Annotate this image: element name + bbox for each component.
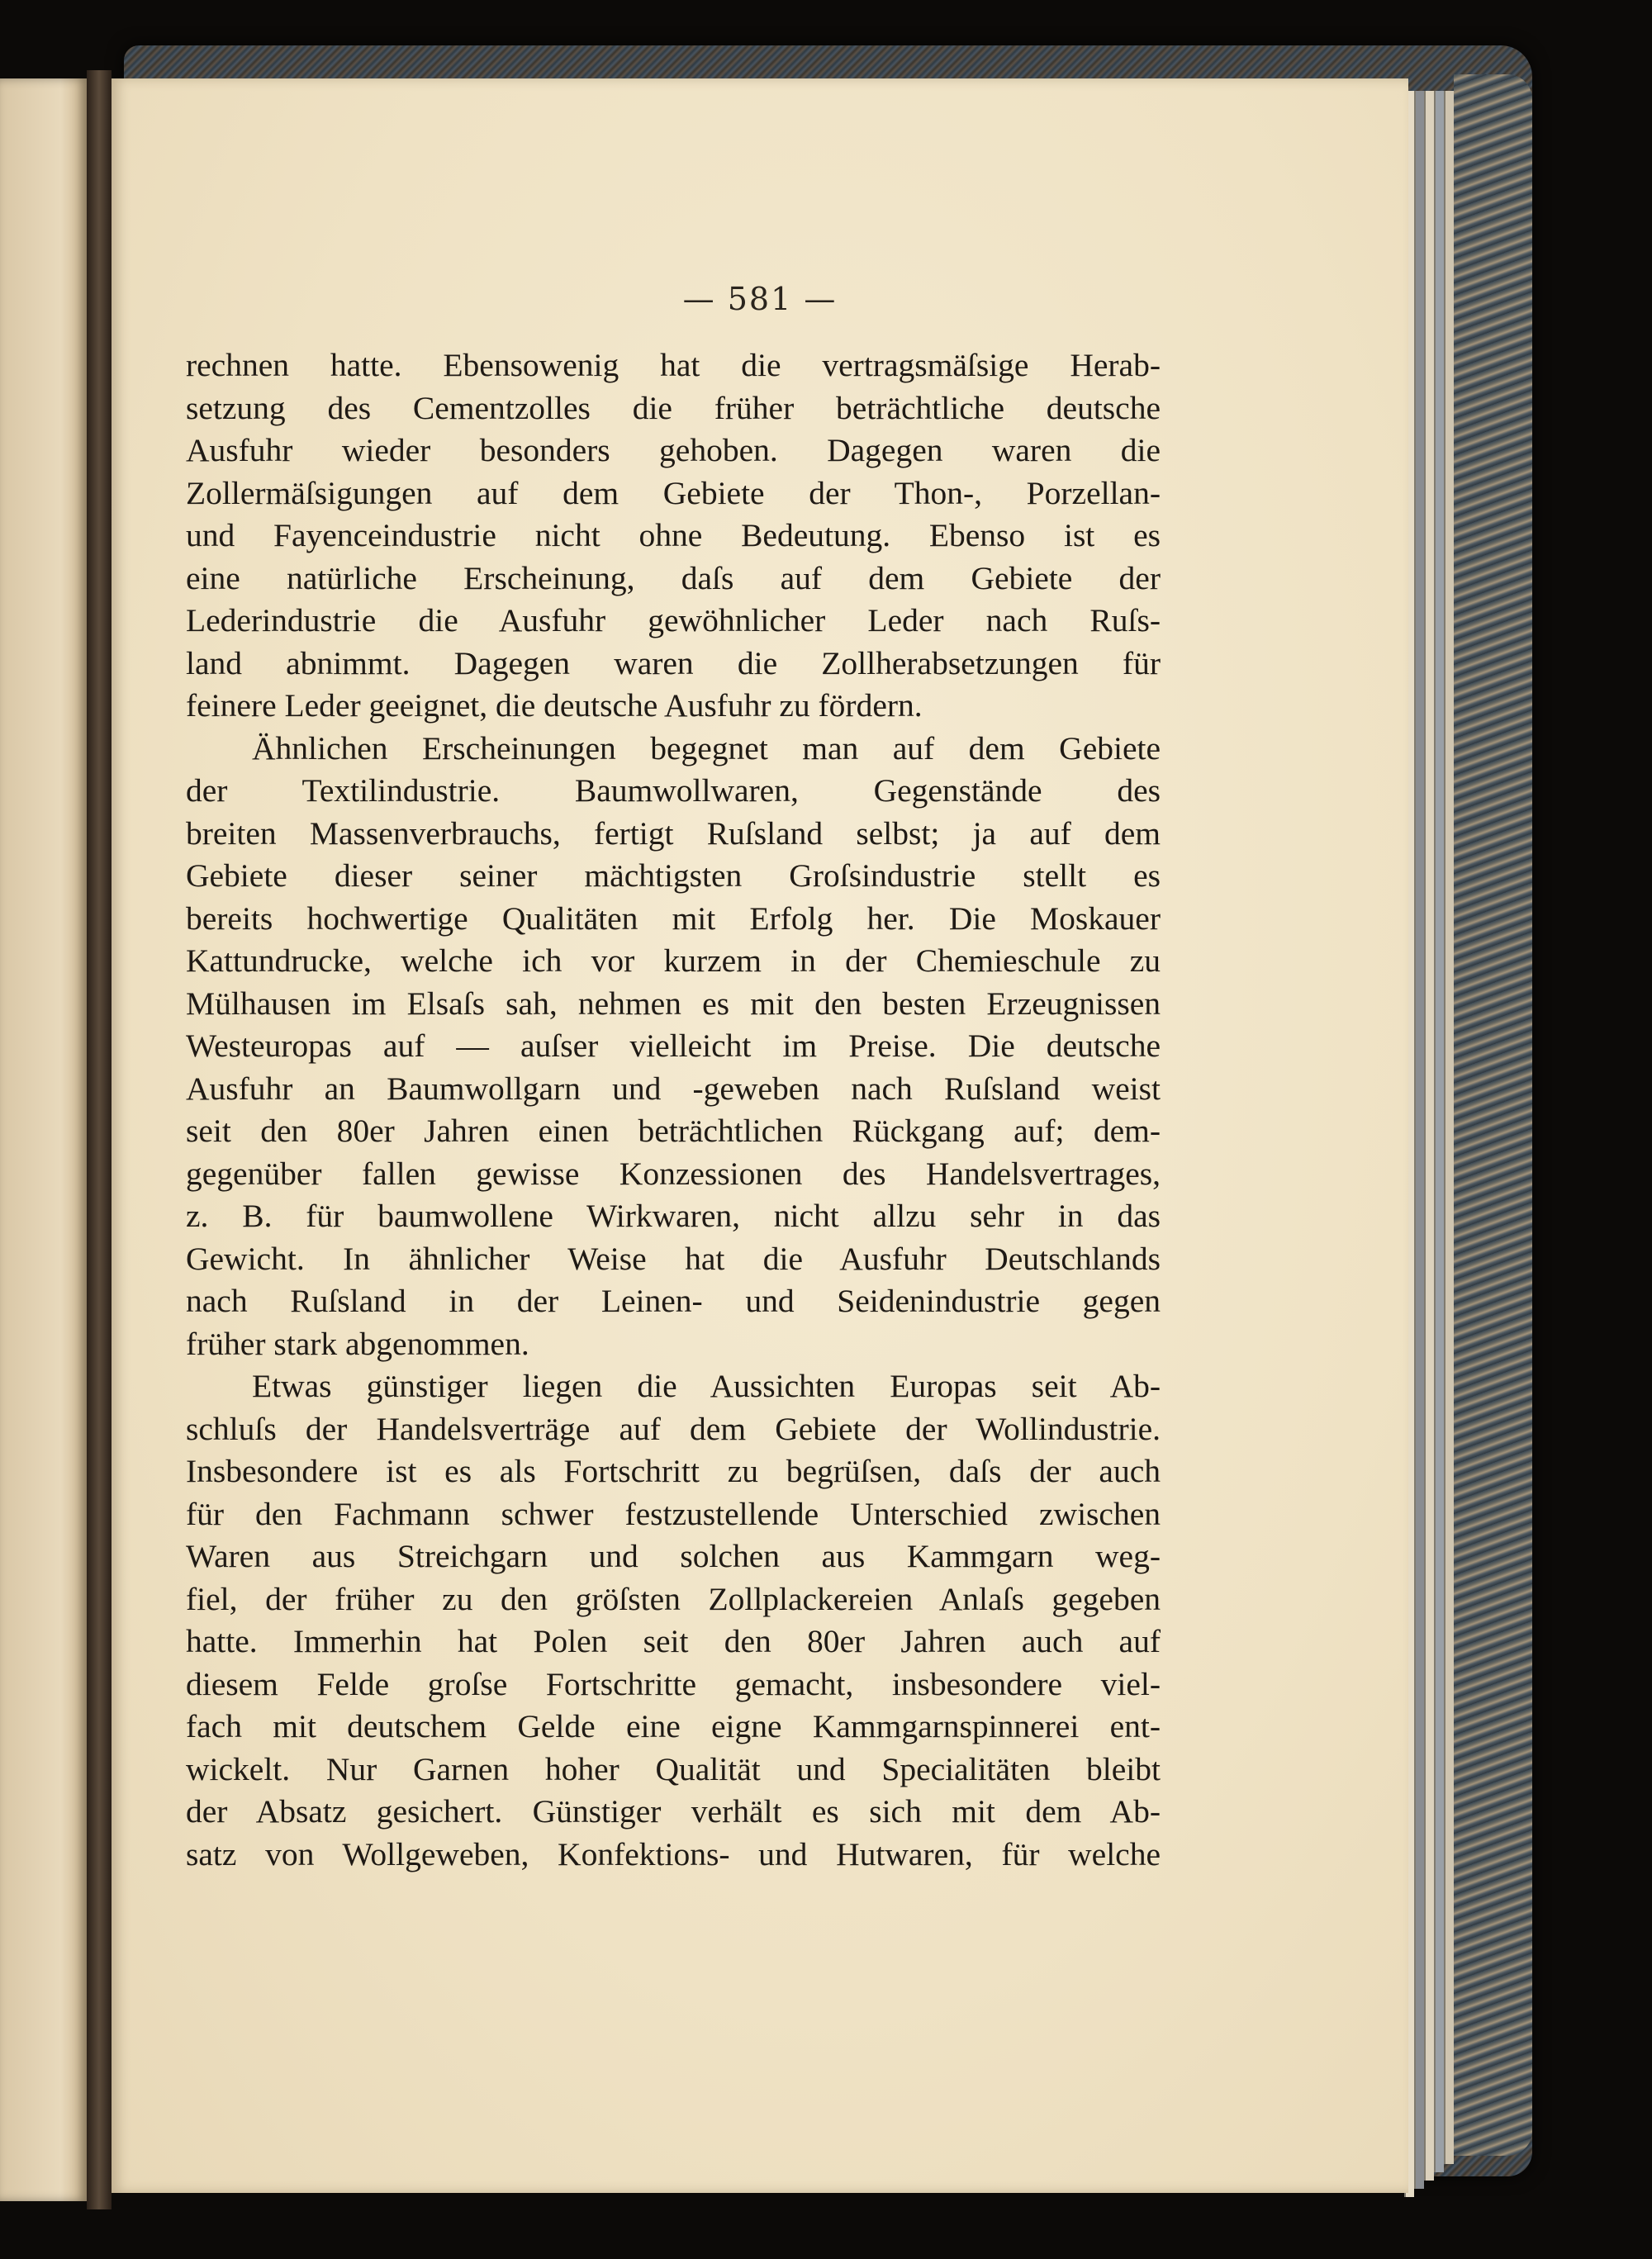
text-line: feinere Leder geeignet, die deutsche Ausfuhr zu fördern. (186, 687, 923, 724)
text-line: gegenüber fallen gewisse Konzessionen des Handelsvertrages, (186, 1155, 1161, 1192)
text-line: Lederindustrie die Ausfuhr gewöhnlicher Leder nach Ruſs- (186, 602, 1161, 638)
page-number: — 581 — (682, 281, 838, 317)
text-line: satz von Wollgeweben, Konfektions- und Hutwaren, für welche (186, 1835, 1161, 1872)
page-stack-edge (1434, 91, 1444, 2172)
page-stack-edge (1424, 91, 1434, 2181)
text-line: und Fayenceindustrie nicht ohne Bedeutung. Ebenso ist es (186, 517, 1161, 553)
text-line: land abnimmt. Dagegen waren die Zollherabsetzungen für (186, 644, 1161, 681)
page-stack-edge (1414, 91, 1424, 2189)
text-line: Westeuropas auf — auſser vielleicht im Preise. Die deutsche (186, 1027, 1161, 1064)
book-page (112, 78, 1408, 2193)
text-line: Mülhausen im Elsaſs sah, nehmen es mit den besten Erzeugnissen (186, 985, 1161, 1022)
page-stack-edge (1444, 91, 1454, 2164)
left-page-edge (0, 78, 87, 2201)
text-line: fach mit deutschem Gelde eine eigne Kammgarnspinnerei ent- (186, 1708, 1161, 1744)
text-line: Waren aus Streichgarn und solchen aus Kammgarn weg- (186, 1538, 1161, 1574)
text-line: bereits hochwertige Qualitäten mit Erfolg her. Die Moskauer (186, 899, 1161, 937)
text-line: Ähnlichen Erscheinungen begegnet man auf dem Gebiete (252, 729, 1161, 766)
book-cover-edge (1454, 74, 1532, 2156)
text-line: Ausfuhr wieder besonders gehoben. Dagegen waren die (186, 432, 1161, 468)
text-line: Etwas günstiger liegen die Aussichten Europas seit Ab- (252, 1368, 1161, 1404)
text-line: z. B. für baumwollene Wirkwaren, nicht allzu sehr in das (186, 1198, 1161, 1234)
text-line: seit den 80er Jahren einen beträchtlichen Rückgang auf; dem- (186, 1113, 1161, 1149)
text-line: wickelt. Nur Garnen hoher Qualität und Specialitäten bleibt (186, 1750, 1161, 1787)
text-line: breiten Massenverbrauchs, fertigt Ruſsland selbst; ja auf dem (186, 814, 1161, 852)
text-line: diesem Felde groſse Fortschritte gemacht, insbesondere viel- (186, 1665, 1161, 1702)
text-line: Gewicht. In ähnlicher Weise hat die Ausfuhr Deutschlands (186, 1240, 1161, 1277)
text-line: nach Ruſsland in der Leinen- und Seidenindustrie gegen (186, 1283, 1161, 1319)
text-line: früher stark abgenommen. (186, 1325, 529, 1362)
text-line: Ausfuhr an Baumwollgarn und -geweben nach Ruſsland weist (186, 1070, 1161, 1107)
text-line: rechnen hatte. Ebensowenig hat die vertragsmäſsige Herab- (186, 347, 1161, 383)
text-line: fiel, der früher zu den gröſsten Zollplackereien Anlaſs gegeben (186, 1580, 1161, 1617)
text-line: eine natürliche Erscheinung, daſs auf dem Gebiete der (186, 559, 1161, 596)
text-line: Insbesondere ist es als Fortschritt zu begrüſsen, daſs der auch (186, 1453, 1161, 1489)
text-line: der Absatz gesichert. Günstiger verhält es sich mit dem Ab- (186, 1793, 1161, 1830)
text-line: Gebiete dieser seiner mächtigsten Groſsindustrie stellt es (186, 857, 1161, 894)
text-line: Zollermäſsigungen auf dem Gebiete der Thon-, Porzellan- (186, 474, 1161, 511)
text-line: für den Fachmann schwer festzustellende Unterschied zwischen (186, 1495, 1161, 1532)
text-line: setzung des Cementzolles die früher beträchtliche deutsche (186, 389, 1161, 426)
body-text (186, 344, 1161, 1876)
text-line: Kattundrucke, welche ich vor kurzem in der Chemieschule zu (186, 942, 1161, 979)
book-gutter (87, 70, 112, 2209)
text-line: der Textilindustrie. Baumwollwaren, Gegenstände des (186, 772, 1161, 809)
text-line: schluſs der Handelsverträge auf dem Gebiete der Wollindustrie. (186, 1410, 1161, 1447)
text-line: hatte. Immerhin hat Polen seit den 80er Jahren auch auf (186, 1623, 1161, 1659)
